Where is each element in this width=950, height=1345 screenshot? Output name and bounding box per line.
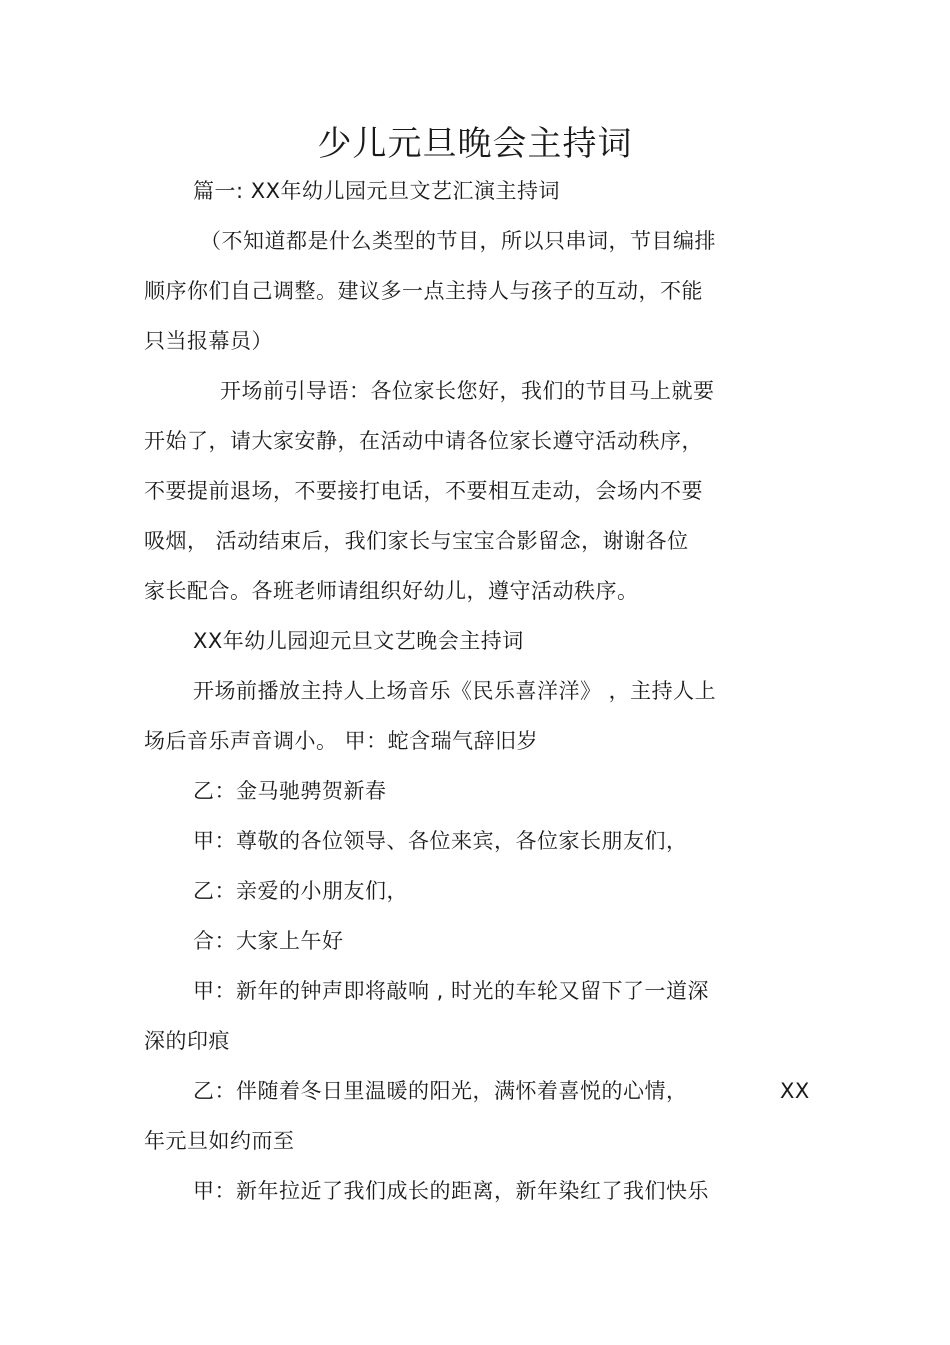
paragraph-line: 只当报幕员）: [144, 329, 273, 353]
paragraph-line: 吸烟， 活动结束后，我们家长与宝宝合影留念，谢谢各位: [144, 529, 689, 553]
paragraph-line: 不要提前退场，不要接打电话，不要相互走动，会场内不要: [144, 479, 703, 503]
dialogue-line: 乙：金马驰骋贺新春: [193, 779, 387, 803]
dialogue-line: 甲：新年的钟声即将敲响 , 时光的车轮又留下了一道深: [193, 979, 710, 1003]
paragraph-line: 开场前播放主持人上场音乐《民乐喜洋洋》 ，主持人上: [193, 679, 717, 703]
paragraph-line: （不知道都是什么类型的节目，所以只串词，节目编排: [200, 229, 716, 253]
section-heading: 篇一: XX年幼儿园元旦文艺汇演主持词: [193, 179, 561, 203]
paragraph-line: 顺序你们自己调整。建议多一点主持人与孩子的互动，不能: [144, 279, 703, 303]
dialogue-line: 深的印痕: [144, 1029, 230, 1053]
subheading-line: XX年幼儿园迎元旦文艺晚会主持词: [193, 629, 524, 653]
paragraph-line: 开始了，请大家安静，在活动中请各位家长遵守活动秩序，: [144, 429, 703, 453]
dialogue-line-fragment: XX: [780, 1079, 810, 1103]
dialogue-line: 甲：新年拉近了我们成长的距离，新年染红了我们快乐: [193, 1179, 709, 1203]
dialogue-line: 乙：伴随着冬日里温暖的阳光，满怀着喜悦的心情，: [193, 1079, 688, 1103]
dialogue-line: 乙：亲爱的小朋友们，: [193, 879, 408, 903]
document-title: 少儿元旦晚会主持词: [317, 124, 633, 164]
paragraph-line: 家长配合。各班老师请组织好幼儿，遵守活动秩序。: [144, 579, 639, 603]
paragraph-line: 场后音乐声音调小。 甲：蛇含瑞气辞旧岁: [144, 729, 539, 753]
paragraph-line: 开场前引导语：各位家长您好，我们的节目马上就要: [220, 379, 715, 403]
dialogue-line: 合：大家上午好: [193, 929, 344, 953]
dialogue-line: 年元旦如约而至: [144, 1129, 295, 1153]
dialogue-line: 甲：尊敬的各位领导、各位来宾，各位家长朋友们，: [193, 829, 688, 853]
